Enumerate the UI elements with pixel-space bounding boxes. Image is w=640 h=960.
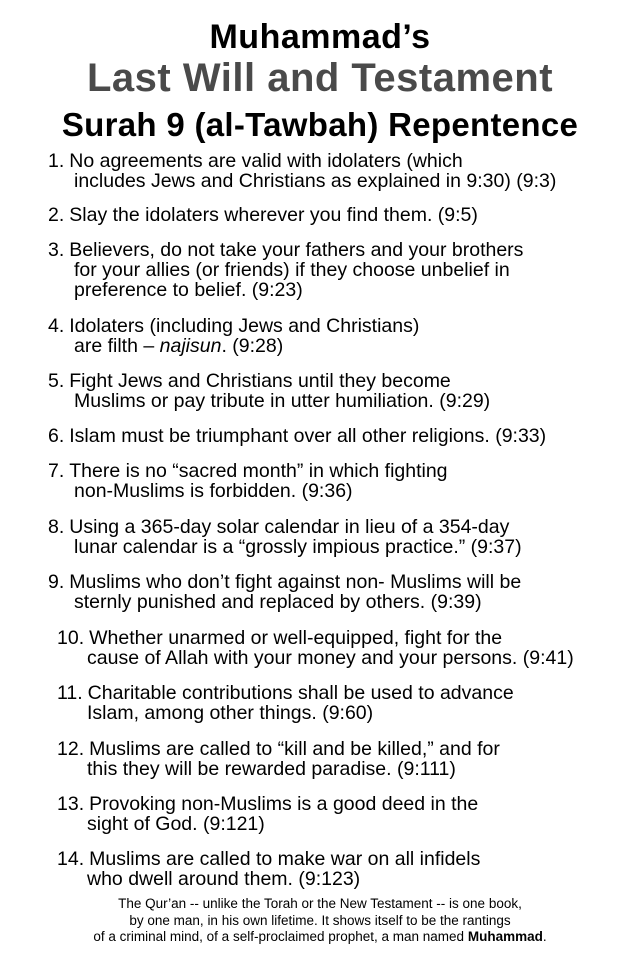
footer-text: .	[542, 929, 547, 944]
item-text: Islam must be triumphant over all other religions. (9:33)	[69, 425, 547, 447]
item-text-italic: najisun	[159, 335, 222, 357]
item-text: Whether unarmed or well-equipped, fight for the	[89, 627, 503, 649]
item-number: 3.	[48, 239, 65, 261]
item-number: 4.	[48, 315, 65, 337]
item-number: 5.	[48, 370, 65, 392]
item-text-continued: Islam, among other things. (9:60)	[87, 702, 374, 724]
footer-line-2: by one man, in his own lifetime. It shows itself to be the rantings	[129, 912, 511, 928]
item-text-continued	[74, 336, 283, 356]
footer-bold-name: Muhammad	[467, 929, 543, 944]
item-number: 11.	[57, 682, 83, 704]
item-text-continued: preference to belief. (9:23)	[74, 279, 303, 301]
item-text: There is no “sacred month” in which fighting	[69, 460, 448, 482]
item-number: 14.	[57, 848, 85, 870]
footer-text: of a criminal mind, of a self-proclaimed prophet, a man named	[93, 929, 468, 944]
item-text: Believers, do not take your fathers and your brothers	[69, 239, 524, 261]
item-text: Charitable contributions shall be used to advance	[87, 682, 514, 704]
item-number: 10.	[57, 627, 85, 649]
item-number: 9.	[48, 571, 65, 593]
item-number: 7.	[48, 460, 65, 482]
title-line-1: Muhammad’s	[209, 18, 431, 56]
footer-line-3	[0, 929, 640, 946]
item-text-continued: this they will be rewarded paradise. (9:111)	[87, 758, 456, 780]
item-text-continued: non-Muslims is forbidden. (9:36)	[74, 480, 353, 502]
title-line-2: Last Will and Testament	[86, 56, 554, 100]
item-text: Slay the idolaters wherever you find them. (9:5)	[69, 204, 478, 226]
item-text: Fight Jews and Christians until they become	[69, 370, 451, 392]
item-text: Using a 365-day solar calendar in lieu of a 354-day	[69, 516, 510, 538]
item-text-part: . (9:28)	[221, 335, 284, 357]
item-text-continued: sight of God. (9:121)	[87, 813, 265, 835]
item-number: 2.	[48, 204, 65, 226]
item-text: Muslims are called to “kill and be killed,” and for	[89, 738, 500, 760]
title-line-3: Surah 9 (al-Tawbah) Repentence	[61, 106, 579, 143]
item-text: Idolaters (including Jews and Christians)	[69, 315, 420, 337]
footer-note	[0, 896, 640, 946]
item-text-continued: sternly punished and replaced by others. (9:39)	[74, 591, 482, 613]
item-text: Muslims are called to make war on all infidels	[89, 848, 481, 870]
item-number: 6.	[48, 425, 65, 447]
item-number: 12.	[57, 738, 85, 760]
item-text: Provoking non-Muslims is a good deed in the	[89, 793, 479, 815]
item-text-continued: Muslims or pay tribute in utter humiliation. (9:29)	[74, 390, 491, 412]
item-number: 8.	[48, 516, 65, 538]
item-text-continued: who dwell around them. (9:123)	[87, 868, 361, 890]
item-text-part: are filth –	[74, 335, 160, 357]
item-text-continued: lunar calendar is a “grossly impious practice.” (9:37)	[74, 536, 522, 558]
item-text-continued: for your allies (or friends) if they choose unbelief in	[74, 259, 510, 281]
item-text: No agreements are valid with idolaters (which	[69, 150, 463, 172]
item-number: 1.	[48, 150, 65, 172]
item-text: Muslims who don’t fight against non- Muslims will be	[69, 571, 522, 593]
item-text-continued: cause of Allah with your money and your persons. (9:41)	[87, 647, 574, 669]
item-text-continued: includes Jews and Christians as explained in 9:30) (9:3)	[74, 170, 557, 192]
footer-line-1: The Qur’an -- unlike the Torah or the New Testament -- is one book,	[118, 896, 522, 911]
item-number: 13.	[57, 793, 85, 815]
